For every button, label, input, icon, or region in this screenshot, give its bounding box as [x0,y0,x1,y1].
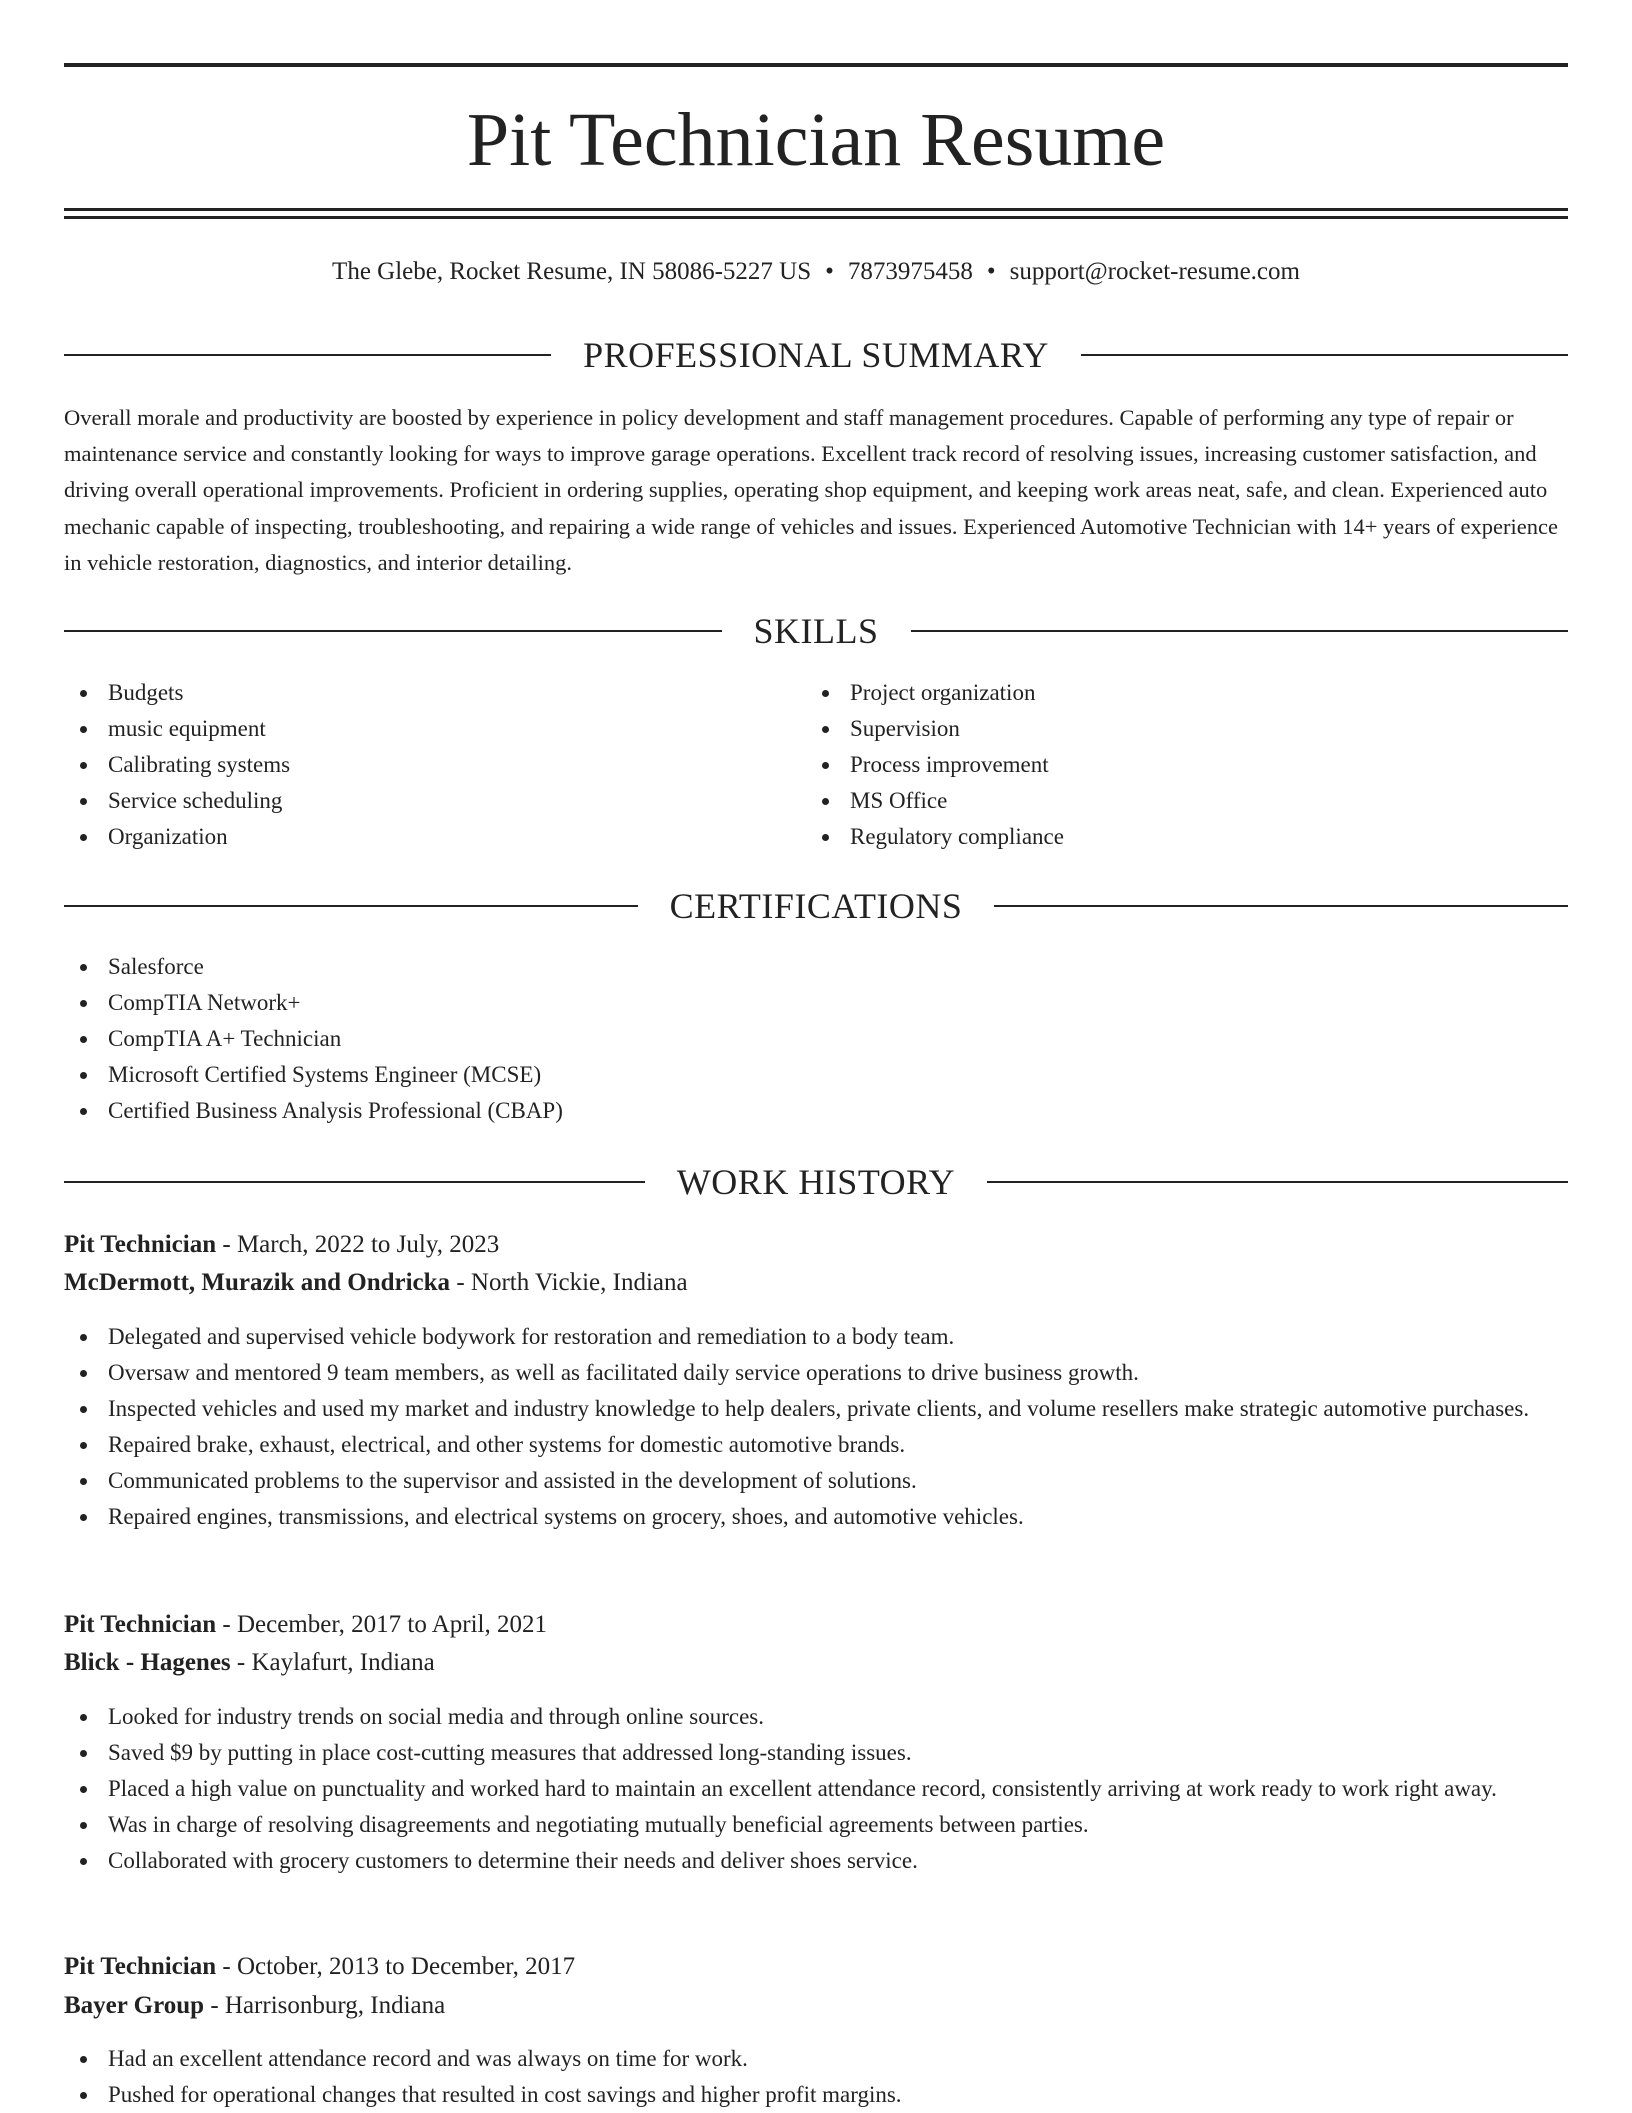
certification-item: CompTIA A+ Technician [64,1021,1568,1057]
skill-item: music equipment [64,711,764,747]
section-title: CERTIFICATIONS [669,886,963,926]
certification-item: CompTIA Network+ [64,985,1568,1021]
skill-item: Regulatory compliance [806,819,1566,855]
job-bullet: Oversaw and mentored 9 team members, as well as facilitated daily service operations to drive business growth. [64,1355,1568,1391]
title-rule-upper [64,208,1568,211]
certifications-list [64,949,1568,1129]
section-rule [911,630,1569,632]
contact-separator: • [825,258,834,285]
job-bullet: Pushed for operational changes that resulted in cost savings and higher profit margins. [64,2077,1568,2113]
job-title: Pit Technician [64,1231,217,1258]
contact-phone: 7873975458 [847,258,973,285]
job-title-line [64,1226,1568,1264]
job-location: - Kaylafurt, Indiana [230,1649,435,1676]
summary-text: Overall morale and productivity are boosted by experience in policy development and staff management procedures. Capable of performing any type of repair or maintenance service and constantly looking for ways to improve garage operations. Excellent track record of resolving issues, increasing customer satisfaction, and driving overall operational improvements. Proficient in ordering supplies, operating shop equipment, and keeping work areas neat, safe, and clean. Experienced auto mechanic capable of inspecting, troubleshooting, and repairing a wide range of vehicles and issues. Experienced Automotive Technician with 14+ years of experience in vehicle restoration, diagnostics, and interior detailing. [64,405,1558,575]
job-bullets [64,2041,1568,2113]
job-bullet: Inspected vehicles and used my market and industry knowledge to help dealers, private clients, and volume resellers make strategic automotive purchases. [64,1391,1568,1427]
contact-separator: • [986,258,996,285]
section-rule [1081,354,1568,356]
section-rule [987,1181,1568,1183]
job-bullet: Saved $9 by putting in place cost-cutting measures that addressed long-standing issues. [64,1735,1568,1771]
job-bullets [64,1319,1568,1535]
skill-item: MS Office [806,783,1566,819]
skill-item: Budgets [64,675,764,711]
title-rule-lower [64,216,1568,219]
job-bullet: Collaborated with grocery customers to determine their needs and deliver shoes service. [64,1843,1568,1879]
job-dates: - October, 2013 to December, 2017 [216,1953,576,1980]
section-header-skills [64,607,1568,655]
job-bullet: Was in charge of resolving disagreements and negotiating mutually beneficial agreements between parties. [64,1807,1568,1843]
section-title: PROFESSIONAL SUMMARY [583,335,1049,375]
job-company-line [64,1644,1568,1682]
section-rule [64,1181,645,1183]
job-bullet: Delegated and supervised vehicle bodywork for restoration and remediation to a body team. [64,1319,1568,1355]
job-dates: - March, 2022 to July, 2023 [216,1231,500,1258]
job-company: McDermott, Murazik and Ondricka [64,1269,451,1296]
job-title: Pit Technician [64,1953,217,1980]
job-company-line [64,1264,1568,1302]
contact-line [64,254,1568,290]
section-rule [64,354,551,356]
certification-item: Microsoft Certified Systems Engineer (MCSE) [64,1057,1568,1093]
certification-item: Salesforce [64,949,1568,985]
job-bullet: Had an excellent attendance record and was always on time for work. [64,2041,1568,2077]
section-header-summary [64,331,1568,379]
job-bullet: Communicated problems to the supervisor and assisted in the development of solutions. [64,1463,1568,1499]
job-location: - North Vickie, Indiana [450,1269,688,1296]
job-title-line [64,1948,1568,1986]
section-rule [994,905,1568,907]
job-dates: - December, 2017 to April, 2021 [216,1611,547,1638]
skill-item: Project organization [806,675,1566,711]
job-bullet: Looked for industry trends on social media and through online sources. [64,1699,1568,1735]
contact-email: support@rocket-resume.com [1009,258,1300,285]
job-title-line [64,1606,1568,1644]
skill-item: Organization [64,819,764,855]
skills-list-left [64,675,764,855]
job-company: Blick - Hagenes [64,1649,231,1676]
section-rule [64,630,722,632]
skill-item: Service scheduling [64,783,764,819]
skill-item: Calibrating systems [64,747,764,783]
section-rule [64,905,638,907]
job-bullet: Repaired engines, transmissions, and electrical systems on grocery, shoes, and automotive vehicles. [64,1499,1568,1535]
contact-address: The Glebe, Rocket Resume, IN 58086-5227 US [332,258,812,285]
page-title: Pit Technician Resume [466,98,1166,182]
job-bullet: Repaired brake, exhaust, electrical, and other systems for domestic automotive brands. [64,1427,1568,1463]
job-bullet: Placed a high value on punctuality and worked hard to maintain an excellent attendance record, consistently arriving at work ready to work right away. [64,1771,1568,1807]
job-title: Pit Technician [64,1611,217,1638]
certification-item: Certified Business Analysis Professional (CBAP) [64,1093,1568,1129]
skill-item: Supervision [806,711,1566,747]
job-company-line [64,1987,1568,2025]
skill-item: Process improvement [806,747,1566,783]
job-location: - Harrisonburg, Indiana [204,1992,446,2019]
section-title: WORK HISTORY [676,1162,956,1202]
section-header-certifications [64,882,1568,930]
section-title: SKILLS [753,611,879,651]
top-rule [64,63,1568,67]
job-company: Bayer Group [64,1992,205,2019]
section-header-work [64,1158,1568,1206]
job-bullets [64,1699,1568,1879]
skills-list-right [806,675,1566,855]
